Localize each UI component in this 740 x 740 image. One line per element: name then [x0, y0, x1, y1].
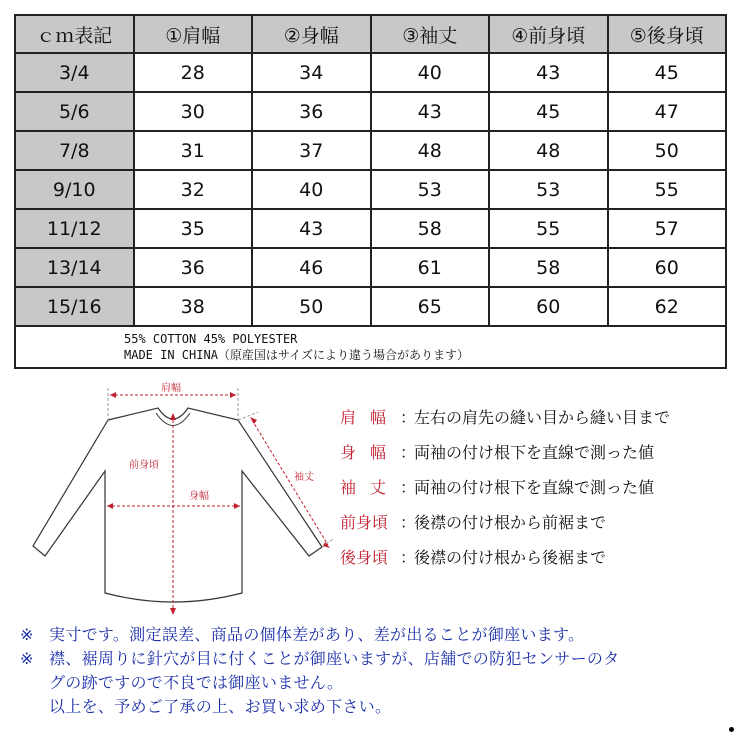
- measurement-cell: 50: [252, 287, 371, 326]
- legend-desc: 後襟の付け根から後裾まで: [414, 548, 607, 567]
- legend-term: 前身頃: [340, 513, 389, 532]
- measurement-cell: 38: [134, 287, 253, 326]
- measurement-cell: 46: [252, 248, 371, 287]
- notes: [20, 623, 735, 719]
- measurement-cell: 48: [489, 131, 608, 170]
- measurement-cell: 55: [489, 209, 608, 248]
- note-line-1: [20, 623, 735, 647]
- measurement-cell: 60: [489, 287, 608, 326]
- legend-separator: ：: [400, 443, 417, 462]
- measurement-cell: 55: [608, 170, 727, 209]
- measurement-cell: 53: [489, 170, 608, 209]
- legend-term: 袖丈: [340, 478, 401, 497]
- table-footer-row: [15, 326, 726, 368]
- size-label-cell: 3/4: [15, 53, 134, 92]
- measurement-cell: 47: [608, 92, 727, 131]
- note-line-4: [20, 695, 735, 719]
- header-front-length: ④前身頃: [489, 15, 608, 53]
- note-text: 襟、裾周りに針穴が目に付くことが御座いますが、店舗での防犯センサーのタ: [49, 649, 620, 668]
- measurement-cell: 61: [371, 248, 490, 287]
- legend-separator: ：: [400, 548, 417, 567]
- table-row: [15, 92, 726, 131]
- legend-desc: 後襟の付け根から前裾まで: [414, 513, 607, 532]
- size-label-cell: 5/6: [15, 92, 134, 131]
- legend-term: 後身頃: [340, 548, 389, 567]
- note-line-3: [20, 671, 735, 695]
- shirt-outline: [33, 408, 322, 602]
- measurement-cell: 32: [134, 170, 253, 209]
- measurement-cell: 43: [252, 209, 371, 248]
- measurement-cell: 58: [371, 209, 490, 248]
- measurement-cell: 60: [608, 248, 727, 287]
- size-label-cell: 11/12: [15, 209, 134, 248]
- legend-desc: 両袖の付け根下を直線で測った値: [414, 443, 655, 462]
- measurement-cell: 30: [134, 92, 253, 131]
- legend-desc: 両袖の付け根下を直線で測った値: [414, 478, 655, 497]
- table-row: [15, 170, 726, 209]
- size-label-cell: 7/8: [15, 131, 134, 170]
- header-sleeve: ③袖丈: [371, 15, 490, 53]
- note-mark: ※: [20, 625, 34, 644]
- measurement-cell: 62: [608, 287, 727, 326]
- measurement-cell: 57: [608, 209, 727, 248]
- note-text: グの跡ですので不良では御座いません。: [49, 673, 344, 692]
- measurement-cell: 65: [371, 287, 490, 326]
- table-row: [15, 248, 726, 287]
- legend-item-sleeve: [340, 470, 730, 505]
- legend-separator: ：: [400, 408, 417, 427]
- table-body: [15, 53, 726, 326]
- legend-desc: 左右の肩先の縫い目から縫い目まで: [414, 408, 671, 427]
- measurement-cell: 36: [252, 92, 371, 131]
- chest-label: 身幅: [189, 491, 209, 502]
- header-cm: ｃｍ表記: [15, 15, 134, 53]
- legend-item-front-length: [340, 505, 730, 540]
- measurement-cell: 43: [489, 53, 608, 92]
- material-note: [15, 326, 726, 368]
- measurement-cell: 28: [134, 53, 253, 92]
- measurement-cell: 48: [371, 131, 490, 170]
- measurement-cell: 58: [489, 248, 608, 287]
- shirt-illustration: [30, 375, 340, 615]
- measurement-cell: 45: [608, 53, 727, 92]
- measurement-legend: [340, 400, 730, 575]
- measurement-cell: 43: [371, 92, 490, 131]
- legend-item-back-length: [340, 540, 730, 575]
- measurement-cell: 50: [608, 131, 727, 170]
- garment-diagram: [30, 375, 340, 615]
- measurement-cell: 35: [134, 209, 253, 248]
- measurement-cell: 31: [134, 131, 253, 170]
- measurement-cell: 40: [371, 53, 490, 92]
- front-length-label: 前身頃: [129, 460, 159, 471]
- legend-separator: ：: [400, 513, 417, 532]
- material-line: 55% COTTON 45% POLYESTER: [124, 332, 298, 346]
- size-label-cell: 9/10: [15, 170, 134, 209]
- size-label-cell: 15/16: [15, 287, 134, 326]
- measurement-cell: 37: [252, 131, 371, 170]
- table-header-row: [15, 15, 726, 53]
- sleeve-label: 袖丈: [294, 472, 314, 483]
- legend-term: 身幅: [340, 443, 401, 462]
- measurement-cell: 53: [371, 170, 490, 209]
- measurement-cell: 34: [252, 53, 371, 92]
- header-chest: ②身幅: [252, 15, 371, 53]
- size-label-cell: 13/14: [15, 248, 134, 287]
- measurement-cell: 36: [134, 248, 253, 287]
- legend-separator: ：: [400, 478, 417, 497]
- table-row: [15, 131, 726, 170]
- sleeve-arrow: [252, 420, 328, 545]
- size-table: [14, 14, 727, 369]
- note-text: 実寸です。測定誤差、商品の個体差があり、差が出ることが御座います。: [49, 625, 585, 644]
- shoulder-label: 肩幅: [161, 383, 181, 394]
- header-back-length: ⑤後身頃: [608, 15, 727, 53]
- header-shoulder: ①肩幅: [134, 15, 253, 53]
- note-mark: ※: [20, 649, 34, 668]
- legend-item-shoulder: [340, 400, 730, 435]
- legend-item-chest: [340, 435, 730, 470]
- note-text: 以上を、予めご了承の上、お買い求め下さい。: [49, 697, 392, 716]
- origin-line: MADE IN CHINA（原産国はサイズにより違う場合があります）: [124, 348, 469, 362]
- note-line-2: [20, 647, 735, 671]
- table-row: [15, 287, 726, 326]
- table-row: [15, 53, 726, 92]
- legend-term: 肩幅: [340, 408, 401, 427]
- table-row: [15, 209, 726, 248]
- corner-dot: [729, 727, 734, 732]
- measurement-cell: 45: [489, 92, 608, 131]
- measurement-cell: 40: [252, 170, 371, 209]
